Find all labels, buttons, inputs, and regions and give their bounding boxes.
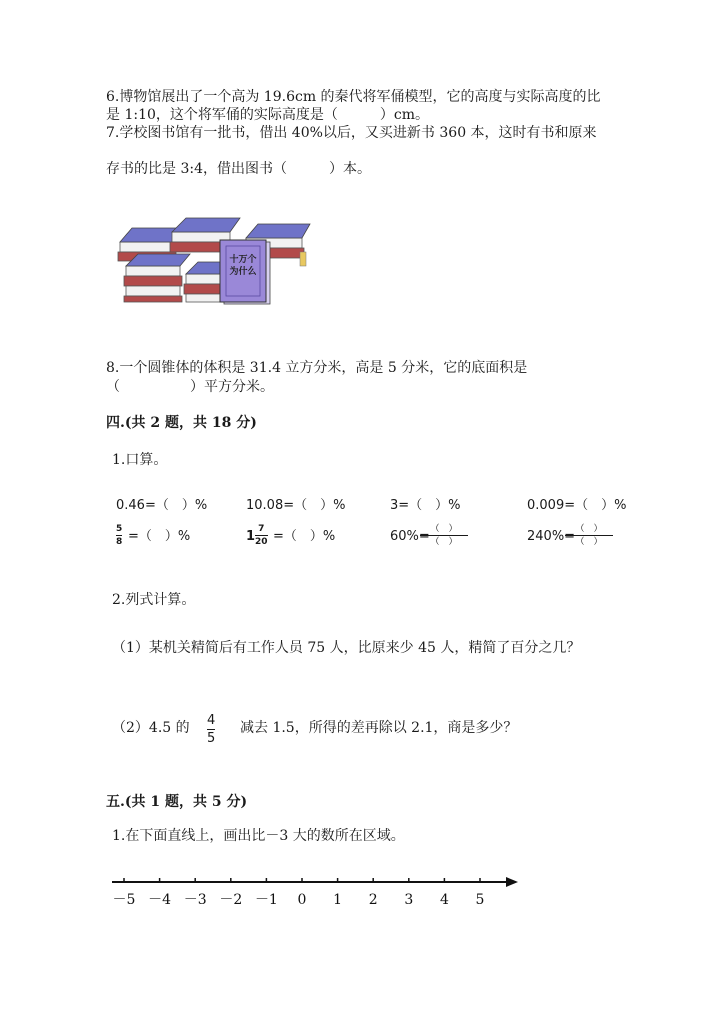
fraction-numerator: 7 (258, 524, 265, 534)
number-line-label: 2 (368, 892, 378, 908)
number-line-label: －5 (112, 892, 136, 908)
mixed-number-whole: 1 (246, 529, 256, 544)
oral-calc-3: 3=（ ）% (390, 498, 461, 513)
number-line-label: 3 (404, 892, 414, 908)
fraction-numerator: 4 (207, 713, 216, 728)
q8-line2: （ ）平方分米。 (106, 379, 274, 395)
blank-denominator: （ ） (430, 537, 458, 547)
number-line-label: －2 (219, 892, 243, 908)
section4-p2-q2-pre: （2）4.5 的 (112, 720, 190, 736)
fraction-7-20 (255, 524, 268, 547)
fraction-numerator: 5 (116, 524, 123, 534)
number-line-label: －4 (148, 892, 172, 908)
number-line-label: 1 (333, 892, 343, 908)
oral-calc-8-left: 240%= (527, 529, 576, 544)
oral-calc-2: 10.08=（ ）% (246, 498, 346, 513)
book-stack-left-front (124, 254, 190, 302)
oral-calc-5-rest: =（ ）% (128, 529, 191, 544)
fraction-denominator: 8 (116, 537, 123, 547)
number-line-label: 0 (297, 892, 307, 908)
q6-line1: 6.博物馆展出了一个高为 19.6cm 的秦代将军俑模型，它的高度与实际高度的比 (106, 89, 601, 105)
section4-p2-title: 2.列式计算。 (112, 592, 196, 608)
standing-book (220, 240, 270, 304)
blank-numerator: （ ） (575, 524, 603, 534)
section4-title: 四.(共 2 题，共 18 分) (106, 415, 257, 431)
number-line-label: －1 (254, 892, 278, 908)
oral-calc-6-rest: =（ ）% (273, 529, 336, 544)
section4-p1-title: 1.口算。 (112, 452, 168, 468)
section4-p2-q1: （1）某机关精简后有工作人员 75 人，比原来少 45 人，精简了百分之几？ (112, 640, 581, 656)
blank-fraction-1 (420, 524, 468, 547)
book-cover-title-2: 为什么 (229, 267, 257, 277)
q6-line2: 是 1:10，这个将军俑的实际高度是（ ）cm。 (106, 107, 430, 123)
blank-numerator: （ ） (430, 524, 458, 534)
book-cover-title-1: 十万个 (229, 255, 257, 265)
fraction-denominator: 20 (255, 537, 268, 547)
books-illustration (112, 212, 318, 312)
blank-denominator: （ ） (575, 537, 603, 547)
oral-calc-1: 0.46=（ ）% (116, 498, 208, 513)
fraction-denominator: 5 (207, 731, 216, 746)
section5-p1-title: 1.在下面直线上，画出比－3 大的数所在区域。 (112, 828, 405, 844)
number-line-label: 5 (475, 892, 485, 908)
number-line-label: －3 (183, 892, 207, 908)
blank-fraction-2 (565, 524, 613, 547)
number-line-arrow (506, 877, 518, 887)
q7-line2: 存书的比是 3:4，借出图书（ ）本。 (106, 161, 371, 177)
number-line-label: 4 (439, 892, 449, 908)
section4-p2-q2-post: 减去 1.5，所得的差再除以 2.1，商是多少？ (240, 720, 518, 736)
oral-calc-4: 0.009=（ ）% (527, 498, 627, 513)
q7-line1: 7.学校图书馆有一批书，借出 40%以后，又买进新书 360 本，这时有书和原来 (106, 125, 597, 141)
section5-title: 五.(共 1 题，共 5 分) (106, 794, 248, 810)
number-line (108, 868, 524, 914)
fraction-5-8 (116, 524, 122, 547)
q8-line1: 8.一个圆锥体的体积是 31.4 立方分米，高是 5 分米，它的底面积是 (106, 360, 528, 376)
fraction-4-5 (207, 713, 215, 746)
oral-calc-7-left: 60%= (390, 529, 430, 544)
